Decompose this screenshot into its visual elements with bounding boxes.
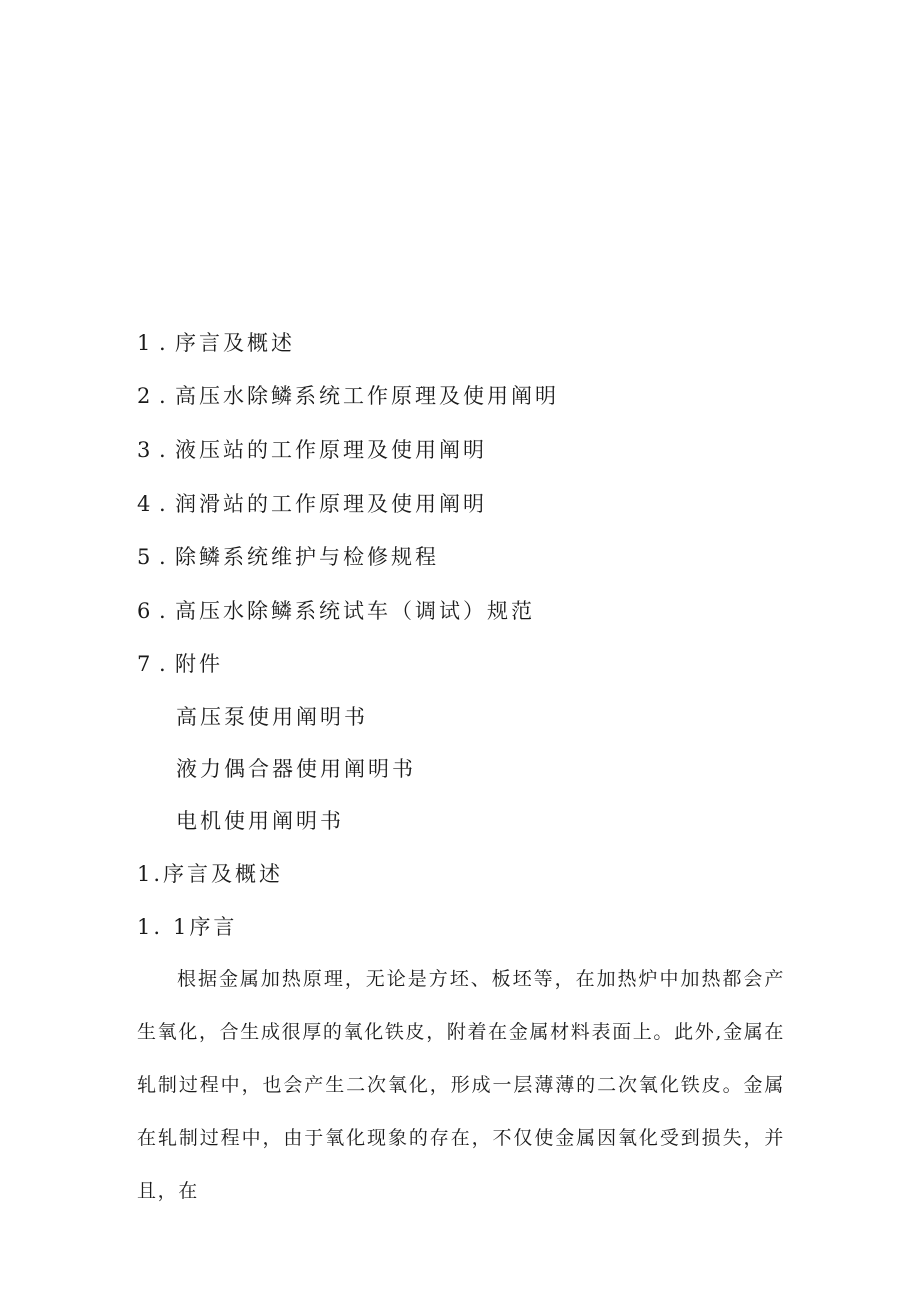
attachment-item: 液力偶合器使用阐明书 — [176, 757, 416, 781]
toc-item-label: 序言及概述 — [175, 331, 295, 355]
toc-item-label: 除鳞系统维护与检修规程 — [175, 545, 439, 569]
toc-item-number: 2 — [137, 384, 154, 408]
toc-item-dot: . — [159, 384, 169, 408]
subsection-heading — [137, 917, 237, 938]
toc-item-number: 7 — [137, 652, 154, 676]
subsection-title: 1序言 — [173, 915, 238, 939]
toc-item-6 — [137, 601, 535, 622]
toc-item-5 — [137, 547, 439, 568]
toc-item-dot: . — [159, 438, 169, 462]
toc-item-4 — [137, 494, 487, 515]
toc-item-number: 1 — [137, 331, 154, 355]
subsection-number: 1. — [137, 915, 164, 939]
toc-item-dot: . — [159, 599, 169, 623]
section-heading: 1.序言及概述 — [137, 862, 284, 886]
toc-item-3 — [137, 440, 487, 461]
attachment-item: 电机使用阐明书 — [176, 809, 344, 833]
toc-item-2 — [137, 386, 559, 407]
toc-item-7 — [137, 654, 223, 675]
toc-item-label: 附件 — [175, 652, 223, 676]
toc-item-label: 液压站的工作原理及使用阐明 — [175, 438, 487, 462]
toc-item-dot: . — [159, 652, 169, 676]
toc-item-number: 5 — [137, 545, 154, 569]
body-paragraph: 根据金属加热原理，无论是方坯、板坯等，在加热炉中加热都会产生氧化，合生成很厚的氧化铁皮，附着在金属材料表面上。此外,金属在轧制过程中，也会产生二次氧化，形成一层薄薄的二次氧化铁皮。金属在轧制过程中，由于氧化现象的存在，不仅使金属因氧化受到损失，并且，在 — [137, 968, 785, 1202]
toc-item-dot: . — [159, 545, 169, 569]
toc-item-label: 高压水除鳞系统工作原理及使用阐明 — [175, 384, 559, 408]
attachment-item: 高压泵使用阐明书 — [176, 705, 368, 729]
toc-item-1 — [137, 333, 295, 354]
toc-item-dot: . — [159, 492, 169, 516]
toc-item-label: 高压水除鳞系统试车（调试）规范 — [175, 599, 535, 623]
toc-item-number: 4 — [137, 492, 154, 516]
toc-item-dot: . — [159, 331, 169, 355]
toc-item-number: 3 — [137, 438, 154, 462]
toc-item-label: 润滑站的工作原理及使用阐明 — [175, 492, 487, 516]
toc-item-number: 6 — [137, 599, 154, 623]
